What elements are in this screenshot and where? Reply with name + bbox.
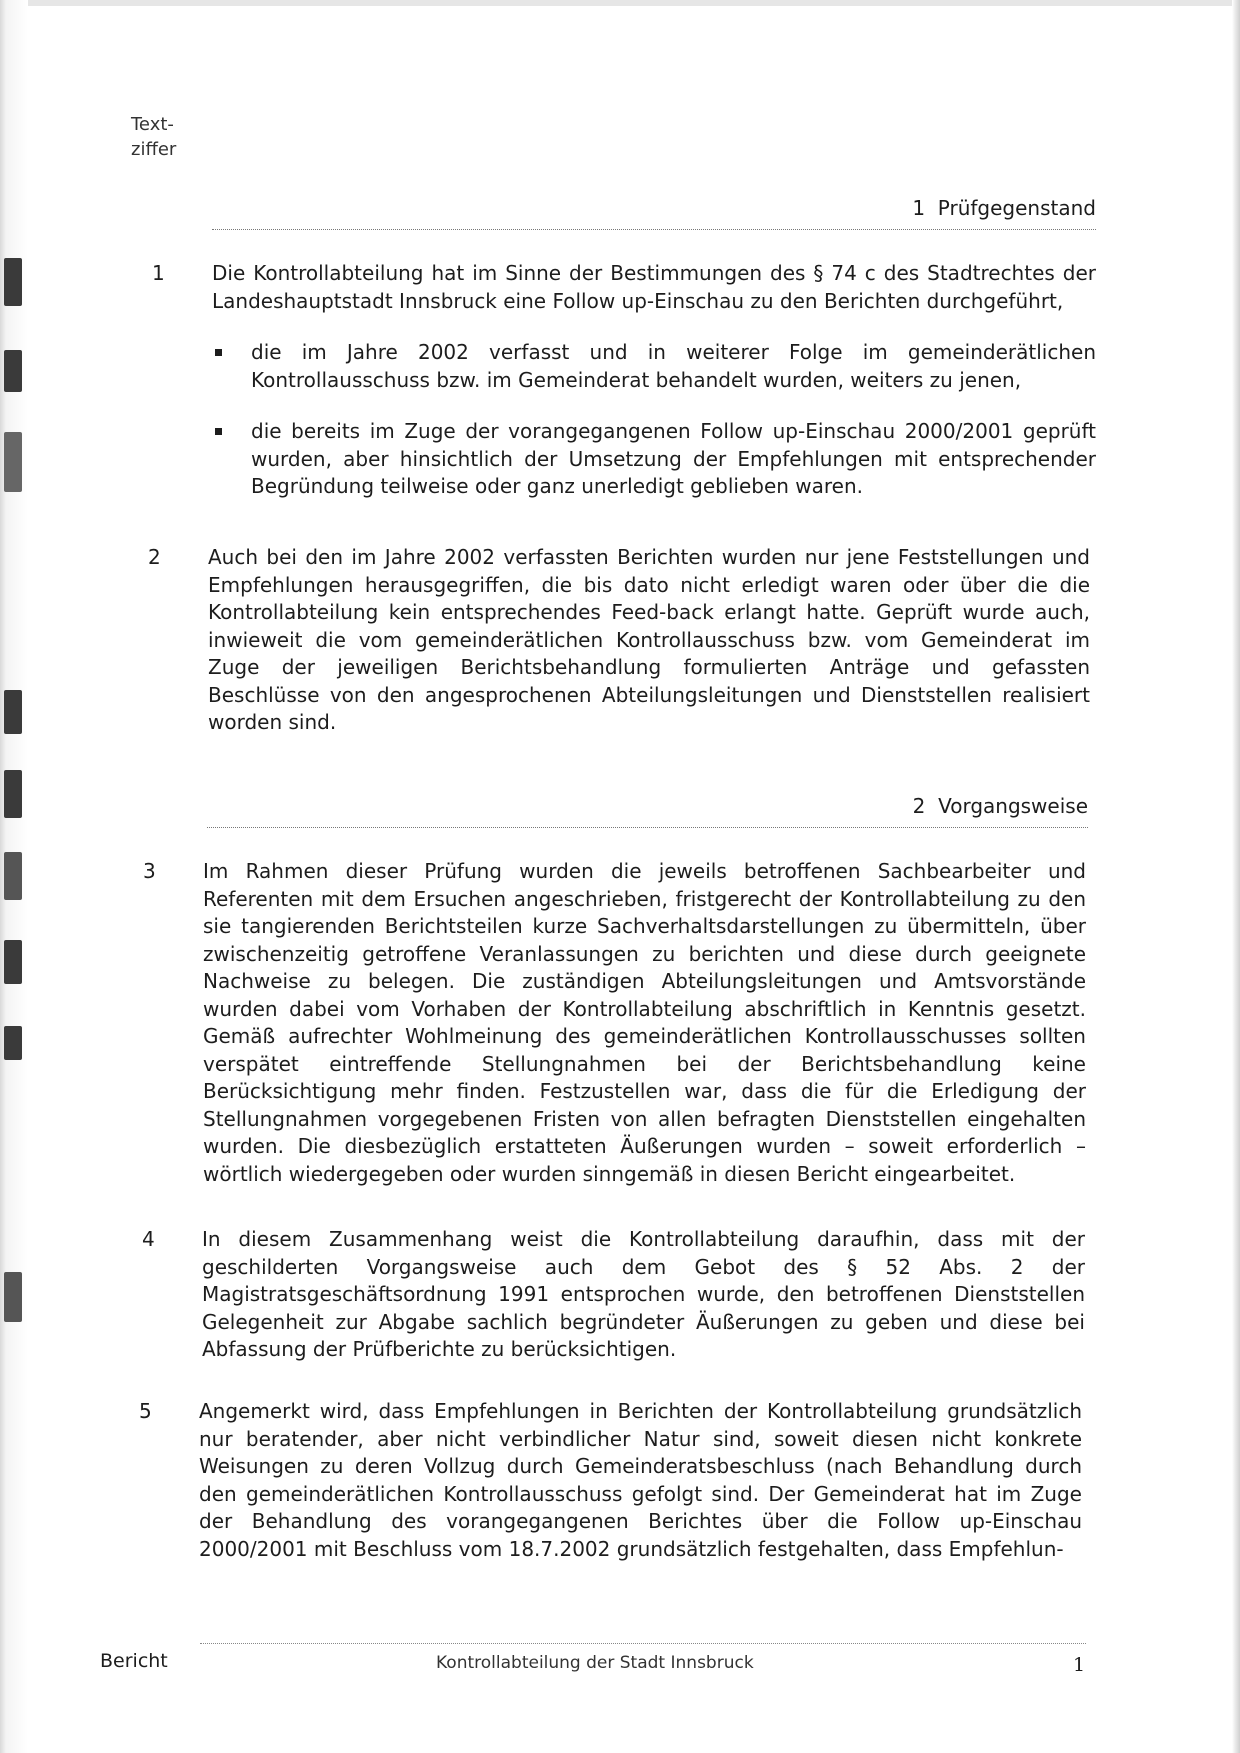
bullet-item (212, 418, 1096, 501)
scan-mark (4, 1272, 22, 1322)
scan-mark (4, 940, 22, 984)
bullet-text: die im Jahre 2002 verfasst und in weiterer Folge im gemeinderätlichen Kontrollausschuss bzw. im Gemeinderat behandelt wurden, weiters zu jenen, (251, 340, 1096, 392)
page-number: 1 (1073, 1654, 1086, 1676)
scan-mark (4, 770, 22, 818)
paragraph-number: 4 (142, 1227, 155, 1251)
paragraph-2 (148, 544, 1090, 737)
paragraph-number: 1 (152, 261, 165, 285)
paragraph-number: 2 (148, 545, 161, 569)
paragraph-text: Angemerkt wird, dass Empfehlungen in Berichten der Kontrollabteilung grundsätzlich nur beratender, aber nicht verbindlicher Natur sind, soweit diesen nicht konkrete Weisungen zu deren Vollzug durch Gemeinderatsbeschluss (nach Behandlung durch den gemeinderätlichen Kontrollausschuss gefolgt sind. Der Gemeinderat hat im Zuge der Behandlung des vorangegangenen Berichtes über die Follow up-Einschau 2000/2001 mit Beschluss vom 18.7.2002 grundsätzlich festgehalten, dass Empfehlun- (199, 1399, 1082, 1561)
bullet-item (212, 339, 1096, 394)
scan-mark (4, 852, 22, 900)
paragraph-5 (139, 1398, 1082, 1563)
scan-edge-right (1232, 0, 1240, 1753)
scan-mark (4, 350, 22, 392)
bullet-text: die bereits im Zuge der vorangegangenen Follow up-Einschau 2000/2001 geprüft wurden, aber hinsichtlich der Umsetzung der Empfehlungen mit entsprechender Begründung teilweise oder ganz unerledigt geblieben waren. (251, 419, 1096, 498)
bullet-list (212, 339, 1096, 501)
paragraph-text: Im Rahmen dieser Prüfung wurden die jeweils betroffenen Sachbearbeiter und Referenten mit dem Ersuchen angeschrieben, fristgerecht der Kontrollabteilung zu den sie tangierenden Berichtsteilen kurze Sachverhaltsdarstellungen zu übermitteln, über zwischenzeitig getroffene Veranlassungen zu berichten und diese durch geeignete Nachweise zu belegen. Die zuständigen Abteilungsleitungen und Amtsvorstände wurden dabei vom Vorhaben der Kontrollabteilung abschriftlich in Kenntnis gesetzt. Gemäß aufrechter Wohlmeinung des gemeinderätlichen Kontrollausschusses sollten verspätet eintreffende Stellungnahmen bei der Berichtsbehandlung keine Berücksichtigung mehr finden. Festzustellen war, dass die für die Erledigung der Stellungnahmen vorgegebenen Fristen von allen befragten Dienststellen eingehalten wurden. Die diesbezüglich erstatteten Äußerungen wurden – soweit erforderlich – wörtlich wiedergegeben oder wurden sinngemäß in diesen Bericht eingearbeitet. (203, 859, 1086, 1186)
paragraph-text: In diesem Zusammenhang weist die Kontrollabteilung daraufhin, dass mit der geschilderten Vorgangsweise auch dem Gebot des § 52 Abs. 2 der Magistratsgeschäftsordnung 1991 entsprochen wurde, den betroffenen Dienststellen Gelegenheit zur Abgabe sachlich begründeter Äußerungen zu geben und diese bei Abfassung der Prüfberichte zu berücksichtigen. (202, 1227, 1085, 1361)
paragraph-3 (143, 858, 1086, 1188)
heading-rule (207, 827, 1088, 828)
margin-label-line-1: Text- (131, 114, 174, 135)
scan-mark (4, 258, 22, 306)
paragraph-1 (152, 260, 1096, 525)
margin-label-line-2: ziffer (131, 139, 177, 160)
paragraph-number: 5 (139, 1399, 152, 1423)
paragraph-text: Die Kontrollabteilung hat im Sinne der Bestimmungen des § 74 c des Stadtrechtes der Landeshauptstadt Innsbruck eine Follow up-Einschau zu den Berichten durchgeführt, (212, 261, 1096, 313)
section-heading-2 (207, 792, 1088, 820)
section-number: 1 (912, 196, 926, 220)
paragraph-4 (142, 1226, 1085, 1364)
footer-organization: Kontrollabteilung der Stadt Innsbruck (436, 1653, 754, 1673)
scan-mark (4, 690, 22, 734)
scan-mark (4, 1026, 22, 1060)
paragraph-text: Auch bei den im Jahre 2002 verfassten Berichten wurden nur jene Feststellungen und Empfehlungen herausgegriffen, die bis dato nicht erledigt waren oder über die die Kontrollabteilung kein entsprechendes Feed-back erlangt hatte. Geprüft wurde auch, inwieweit die vom gemeinderätlichen Kontrollausschuss bzw. vom Gemeinderat im Zuge der jeweiligen Berichtsbehandlung formulierten Anträge und gefassten Beschlüsse von den angesprochenen Abteilungsleitungen und Dienststellen realisiert worden sind. (208, 545, 1090, 734)
footer-report-label: Bericht (100, 1650, 168, 1672)
heading-rule (212, 229, 1096, 230)
paragraph-number: 3 (143, 859, 156, 883)
bullet-square-icon (215, 428, 222, 435)
margin-label (131, 112, 176, 162)
bullet-square-icon (215, 349, 222, 356)
section-title: Prüfgegenstand (937, 196, 1096, 220)
section-number: 2 (912, 794, 926, 818)
section-title: Vorgangsweise (938, 794, 1088, 818)
scan-edge-top (0, 0, 1240, 6)
scan-mark (4, 432, 22, 492)
footer-rule (200, 1643, 1086, 1644)
section-heading-1 (212, 194, 1096, 222)
